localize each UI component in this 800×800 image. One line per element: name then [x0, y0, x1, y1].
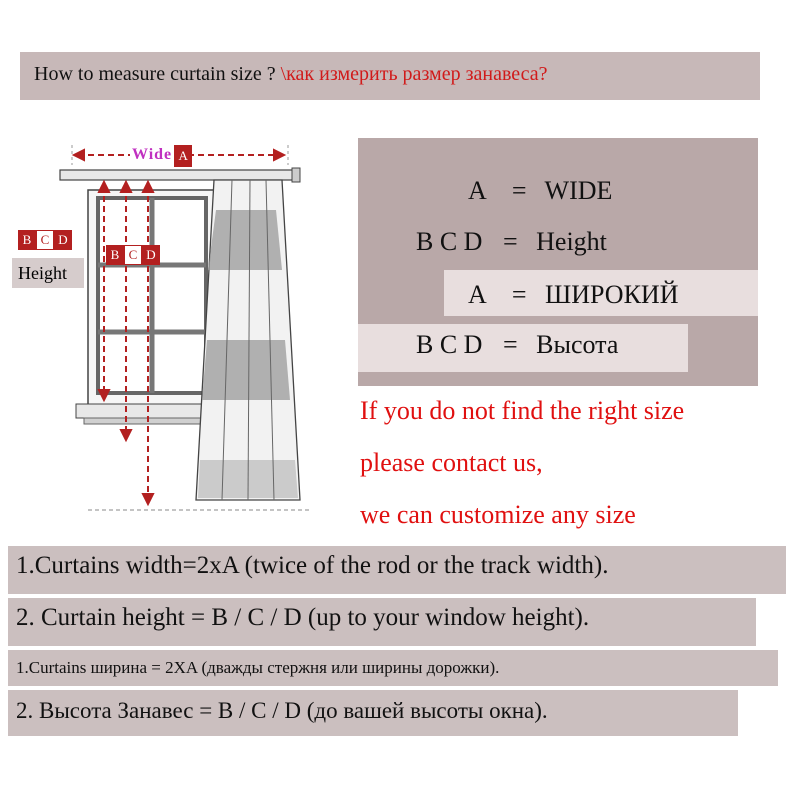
height-label: Height — [12, 258, 84, 288]
curtain-panel — [196, 180, 300, 500]
legend-eq: = — [502, 330, 518, 359]
legend-row-wide-ru — [468, 280, 678, 310]
wide-letter: A — [174, 145, 192, 167]
legend-row-height-ru — [416, 330, 618, 360]
legend-key: A — [468, 280, 486, 309]
contact-line-1: If you do not find the right size — [360, 396, 685, 425]
contact-line-3: we can customize any size — [360, 500, 636, 529]
tag-c: C — [124, 245, 142, 265]
wide-tag — [130, 145, 192, 167]
tag-c: C — [36, 230, 54, 250]
tag-b: B — [106, 245, 124, 265]
header-title-ru: \как измерить размер занавеса? — [280, 63, 548, 85]
legend-eq: = — [511, 280, 527, 309]
rule-band-4 — [8, 690, 738, 736]
legend-value: WIDE — [544, 176, 613, 205]
wide-label: Wide — [130, 145, 174, 167]
rule-height-ru: 2. Высота Занавес = B / C / D (до вашей высоты окна). — [16, 698, 548, 723]
legend-eq: = — [502, 227, 518, 256]
rule-band-3 — [8, 650, 778, 686]
legend-value: ШИРОКИЙ — [545, 280, 679, 309]
legend-row-wide — [468, 176, 612, 206]
legend-value: Height — [536, 227, 607, 256]
legend-row-height — [416, 227, 607, 257]
legend-eq: = — [511, 176, 527, 205]
bcd-tag-window — [106, 245, 160, 265]
rule-band-2 — [8, 598, 756, 646]
legend-value: Высота — [536, 330, 619, 359]
rule-width-ru: 1.Curtains ширина = 2XA (дважды стержня или ширины дорожки). — [16, 658, 500, 677]
contact-line-2: please contact us, — [360, 448, 543, 477]
legend-key: B C D — [416, 330, 483, 359]
rule-height-en: 2. Curtain height = B / C / D (up to your window height). — [16, 604, 590, 631]
legend-box — [358, 138, 758, 386]
curtain-rod — [60, 170, 298, 180]
legend-key: B C D — [416, 227, 483, 256]
rod-end — [292, 168, 300, 182]
legend-key: A — [468, 176, 486, 205]
tag-b: B — [18, 230, 36, 250]
rule-band-1 — [8, 546, 786, 594]
tag-d: D — [54, 230, 72, 250]
tag-d: D — [142, 245, 160, 265]
bcd-tag-left — [18, 230, 72, 250]
rule-width-en: 1.Curtains width=2xA (twice of the rod or the track width). — [16, 552, 609, 579]
header-title-en: How to measure curtain size ? — [34, 63, 281, 85]
